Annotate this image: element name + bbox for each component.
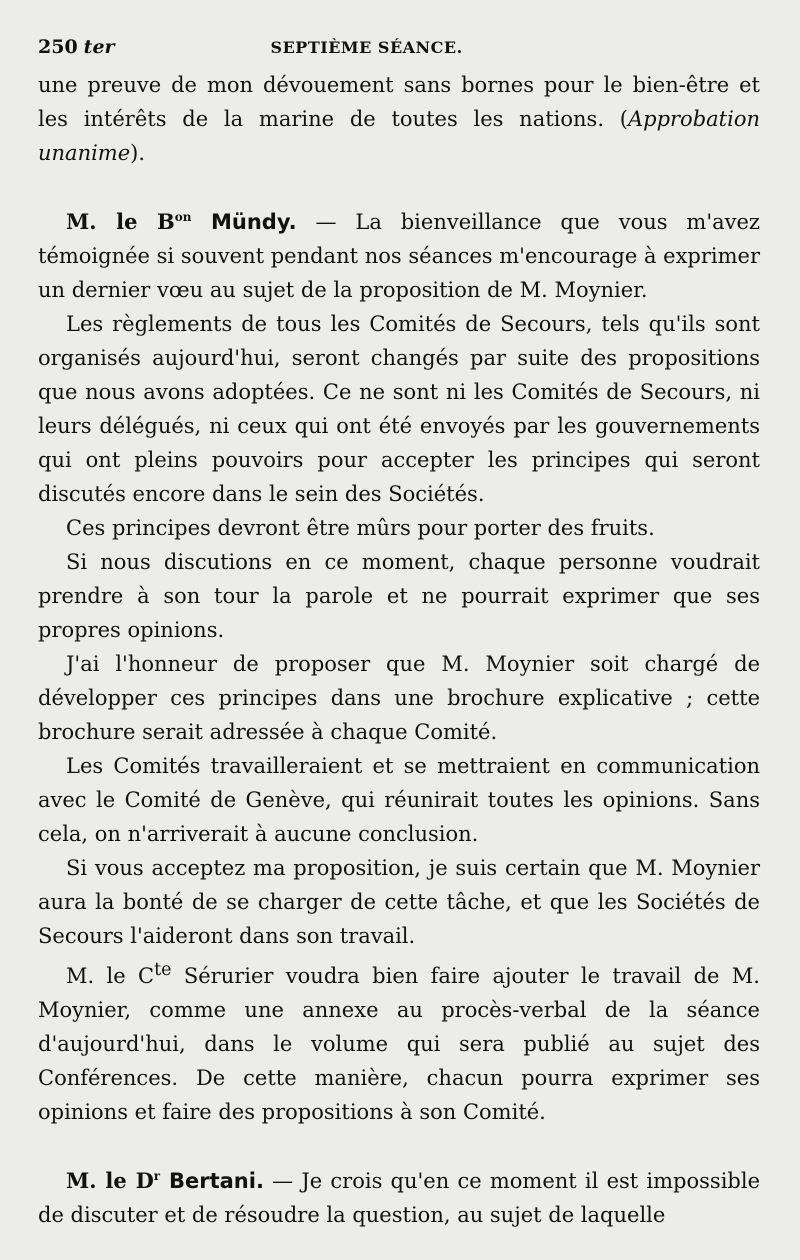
speaker-name: Mündy. <box>211 210 297 234</box>
speech-bertani: M. le $D^r$ Bertani. — Je crois qu'en ce moment il est impossible de discuter et de résoudre la question, au sujet de laquelle <box>38 1168 760 1227</box>
paragraph: Les Comités travailleraient et se mettraient en communication avec le Comité de Genève, qui réunirait toutes les opinions. Sans cela, on n'arriverait à aucune conclusion. <box>38 754 760 846</box>
paragraph: Si vous acceptez ma proposition, je suis certain que M. Moynier aura la bonté de se charger de cette tâche, et que les Sociétés de Secours l'aideront dans son travail. <box>38 856 760 948</box>
speaker-name: Bertani. <box>168 1169 264 1193</box>
approbation-note: Approbation unanime <box>38 107 760 165</box>
paragraph: Les règlements de tous les Comités de Secours, tels qu'ils sont organisés aujourd'hui, seront changés par suite des propositions que nous avons adoptées. Ce ne sont ni les Comités de Secours, ni leurs délégués, ni ceux qui ont été envoyés par les gouvernements qui ont pleins pouvoirs pour accepter les principes qui seront discutés encore dans le sein des Sociétés. <box>38 312 760 506</box>
paragraph-continuation: une preuve de mon dévouement sans bornes pour le bien-être et les intérêts de la marine de toutes les nations. (Approbation unanime). <box>38 73 760 165</box>
running-title: SEPTIÈME SÉANCE. <box>270 38 463 57</box>
speaker-label: M. le $B^{on}$ Mündy. <box>66 209 297 234</box>
page-number-suffix: ter <box>83 36 115 58</box>
paragraph: Ces principes devront être mûrs pour porter des fruits. <box>66 516 655 540</box>
paragraph-serurier: M. le $C^{te}$ Sérurier voudra bien faire ajouter le travail de M. Moynier, comme une annexe au procès-verbal de la séance d'aujourd'hui, dans le volume qui sera publié au sujet des Conférences. De cette manière, chacun pourra exprimer ses opinions et faire des propositions à son Comité. <box>38 960 760 1124</box>
speech-mundy: M. le $B^{on}$ Mündy. — La bienveillance que vous m'avez témoignée si souvent pendant nos séances m'encourage à exprimer un dernier vœu au sujet de la proposition de M. Moynier. <box>38 209 760 302</box>
paragraph: Si nous discutions en ce moment, chaque personne voudrait prendre à son tour la parole et ne pourrait exprimer que ses propres opinions. <box>38 550 760 642</box>
speaker-label: M. le $D^r$ Bertani. <box>66 1168 264 1193</box>
page-number: 250 <box>38 36 78 58</box>
running-header <box>38 36 760 58</box>
paragraph: J'ai l'honneur de proposer que M. Moynier soit chargé de développer ces principes dans une brochure explicative ; cette brochure serait adressée à chaque Comité. <box>38 652 760 744</box>
